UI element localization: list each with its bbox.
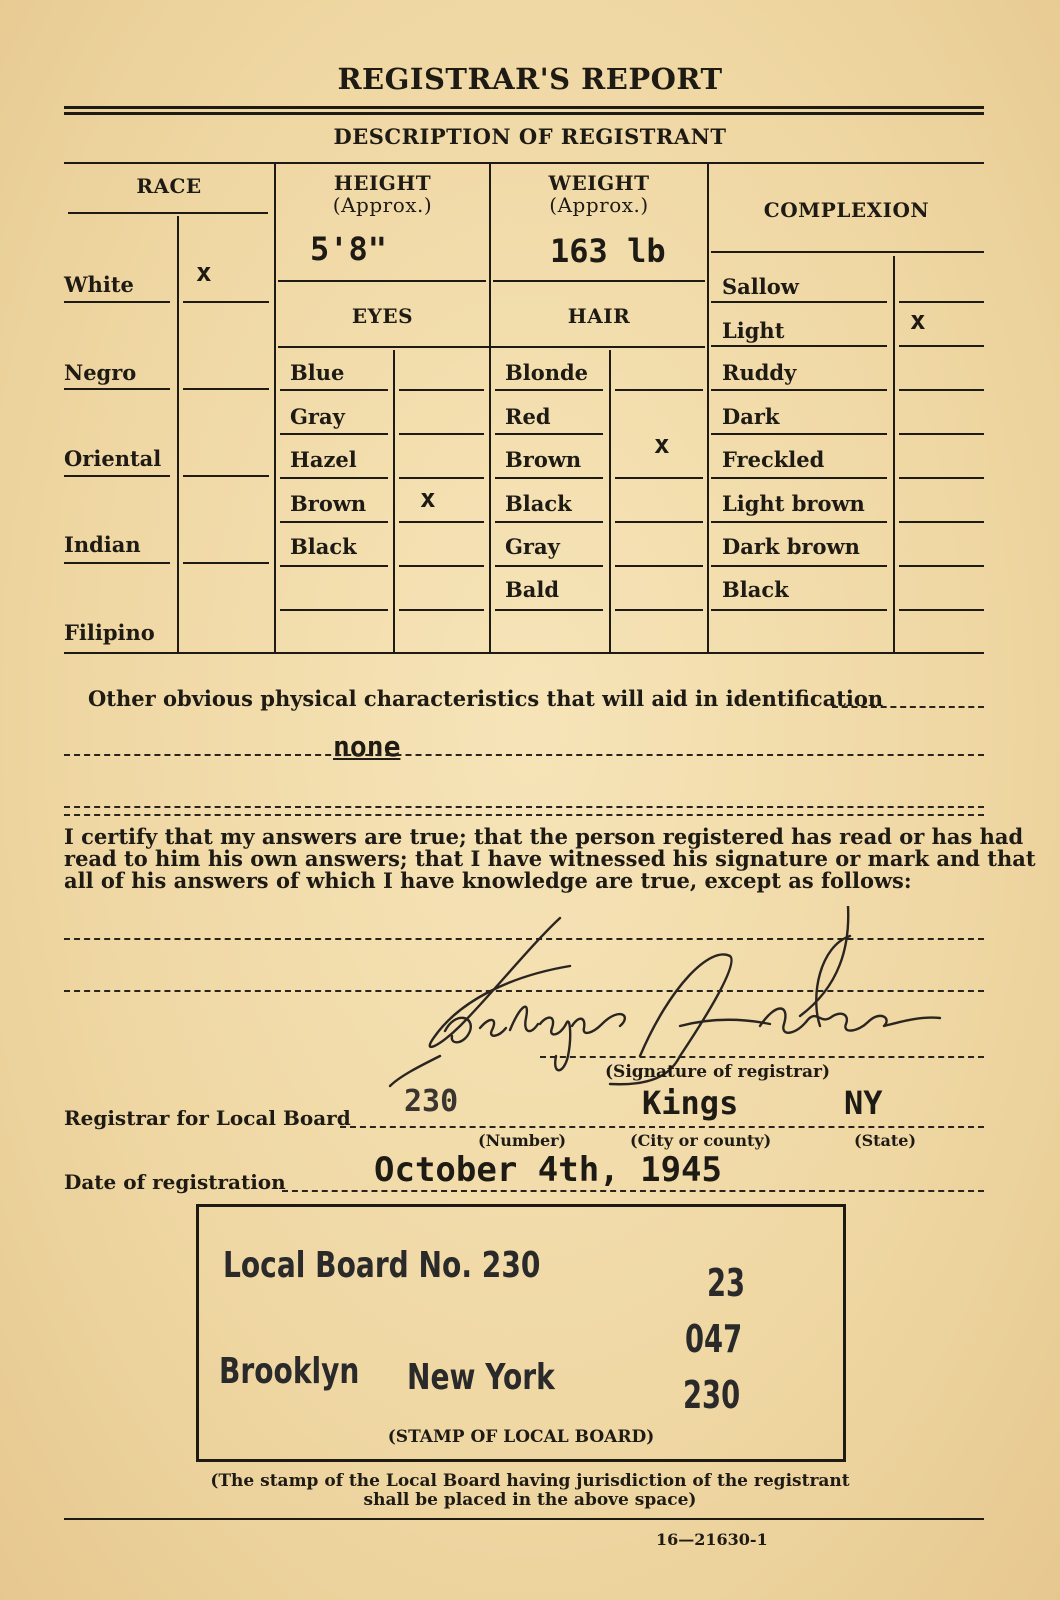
hair-rule [495,389,603,391]
divider-height-weight [489,164,491,652]
registration-date-dash-line [282,1190,984,1192]
complexion-option-sallow: Sallow [722,274,799,299]
complexion-option-dark: Dark [722,404,780,429]
weight-approx: (Approx.) [549,193,649,217]
race-rule [64,388,170,390]
eyes-option-hazel: Hazel [290,447,357,472]
complexion-check-rule [899,301,984,303]
complexion-rule [711,521,887,523]
form-number: 16—21630-1 [656,1530,768,1549]
eyes-check-rule [399,565,484,567]
hair-option-brown: Brown [505,447,582,472]
race-rule [64,475,170,477]
race-rule [64,301,170,303]
complexion-option-freckled: Freckled [722,447,825,472]
complexion-check-rule [899,433,984,435]
city-caption: (City or county) [630,1131,772,1150]
registration-date-value: October 4th, 1945 [374,1150,722,1190]
divider-eyes-check [393,350,395,652]
complexion-check-rule [899,389,984,391]
eyes-brown-checkmark: x [420,484,436,514]
hair-option-bald: Bald [505,577,560,602]
race-option-negro: Negro [64,360,137,385]
complexion-check-rule [899,609,984,611]
complexion-check-rule [899,345,984,347]
number-caption: (Number) [478,1131,567,1150]
certify-line-3: all of his answers of which I have knowledge are true, except as follows: [64,868,912,893]
table-top-rule [64,162,984,164]
hair-check-rule [615,609,703,611]
hair-option-black: Black [505,491,572,516]
race-check-rule [183,388,269,390]
complexion-rule [711,301,887,303]
race-check-rule [183,562,269,564]
registrar-board-dash-line [340,1126,984,1128]
hair-rule [495,565,603,567]
eyes-option-brown: Brown [290,491,367,516]
complexion-rule [711,609,887,611]
registrar-board-city: Kings [642,1084,739,1122]
complexion-rule [711,433,887,435]
hair-rule [495,521,603,523]
divider-race-height [274,164,276,652]
complexion-rule [711,389,887,391]
complexion-option-ruddy: Ruddy [722,360,797,385]
weight-rule [493,280,705,282]
weight-value: 163 lb [550,232,666,270]
eyes-rule [280,521,388,523]
eyes-option-gray: Gray [290,404,345,429]
other-characteristics-label: Other obvious physical characteristics that will aid in identification [88,686,884,711]
race-check-rule [183,475,269,477]
height-header: HEIGHT [333,171,432,195]
certify-line-1: I certify that my answers are true; that the person registered has read or has had [64,824,1024,849]
stamp-caption: (STAMP OF LOCAL BOARD) [387,1427,655,1447]
stamp-number-3: 230 [683,1373,741,1417]
race-option-indian: Indian [64,532,141,557]
complexion-rule [711,477,887,479]
hair-option-gray: Gray [505,534,560,559]
title-double-rule-bottom [64,112,984,115]
other-characteristics-value: none [333,730,401,763]
other-dash-line [64,814,984,816]
stamp-number-1: 23 [707,1261,746,1305]
eyes-hair-header-rule [278,346,705,348]
registrar-board-number: 230 [404,1084,459,1119]
hair-check-rule [615,477,703,479]
eyes-check-rule [399,433,484,435]
complexion-check-rule [899,565,984,567]
hair-rule [495,433,603,435]
height-value: 5'8" [310,230,388,268]
other-dash-line [832,706,984,708]
divider-complexion-check [893,256,895,652]
footer-rule [64,1518,984,1520]
other-dash-line [64,754,984,756]
registrar-board-label: Registrar for Local Board [64,1106,351,1130]
eyes-header: EYES [351,304,414,328]
stamp-note-line-2: shall be placed in the above space) [363,1490,697,1510]
height-approx: (Approx.) [332,193,433,217]
stamp-board-line: Local Board No. 230 [223,1245,541,1286]
race-option-oriental: Oriental [64,446,162,471]
state-caption: (State) [854,1131,917,1150]
complexion-header: COMPLEXION [763,198,930,222]
complexion-rule [711,345,887,347]
local-board-stamp-box [196,1204,846,1462]
title-double-rule-top [64,106,984,109]
divider-race-check [177,216,179,652]
race-rule [64,562,170,564]
complexion-rule [711,565,887,567]
divider-weight-complexion [707,164,709,652]
eyes-rule [280,433,388,435]
complexion-light-checkmark: x [910,306,926,336]
hair-header: HAIR [567,304,631,328]
hair-option-blonde: Blonde [505,360,589,385]
race-check-rule [183,301,269,303]
stamp-state: New York [407,1357,555,1398]
hair-check-rule [615,565,703,567]
height-rule [278,280,486,282]
stamp-city: Brooklyn [219,1351,360,1392]
complexion-option-black: Black [722,577,789,602]
eyes-rule [280,389,388,391]
hair-check-rule [615,389,703,391]
stamp-number-2: 047 [685,1317,743,1361]
signature-caption: (Signature of registrar) [605,1062,831,1082]
registration-date-label: Date of registration [64,1170,286,1194]
race-white-checkmark: x [196,258,212,288]
complexion-option-light-brown: Light brown [722,491,865,516]
race-option-filipino: Filipino [64,620,155,645]
hair-option-red: Red [505,404,551,429]
eyes-option-blue: Blue [290,360,345,385]
race-option-white: White [64,272,134,297]
certify-line-2: read to him his own answers; that I have witnessed his signature or mark and that [64,846,1036,871]
eyes-check-rule [399,609,484,611]
complexion-header-rule [711,251,984,253]
hair-brown-checkmark: x [654,430,670,460]
complexion-option-dark-brown: Dark brown [722,534,860,559]
eyes-rule [280,565,388,567]
hair-check-rule [615,521,703,523]
eyes-check-rule [399,389,484,391]
complexion-option-light: Light [722,318,785,343]
weight-header: WEIGHT [548,171,650,195]
complexion-check-rule [899,521,984,523]
table-bottom-rule [64,652,984,654]
eyes-rule [280,609,388,611]
hair-rule [495,477,603,479]
report-title: REGISTRAR'S REPORT [337,62,723,96]
hair-rule [495,609,603,611]
eyes-check-rule [399,477,484,479]
race-header-rule [68,212,268,214]
race-header: RACE [136,174,202,198]
other-dash-line [64,806,984,808]
eyes-rule [280,477,388,479]
eyes-option-black: Black [290,534,357,559]
section-subtitle: DESCRIPTION OF REGISTRANT [333,124,727,149]
divider-hair-check [609,350,611,652]
stamp-note-line-1: (The stamp of the Local Board having jurisdiction of the registrant [210,1471,850,1491]
complexion-check-rule [899,477,984,479]
eyes-check-rule [399,521,484,523]
registrar-board-state: NY [844,1084,883,1122]
